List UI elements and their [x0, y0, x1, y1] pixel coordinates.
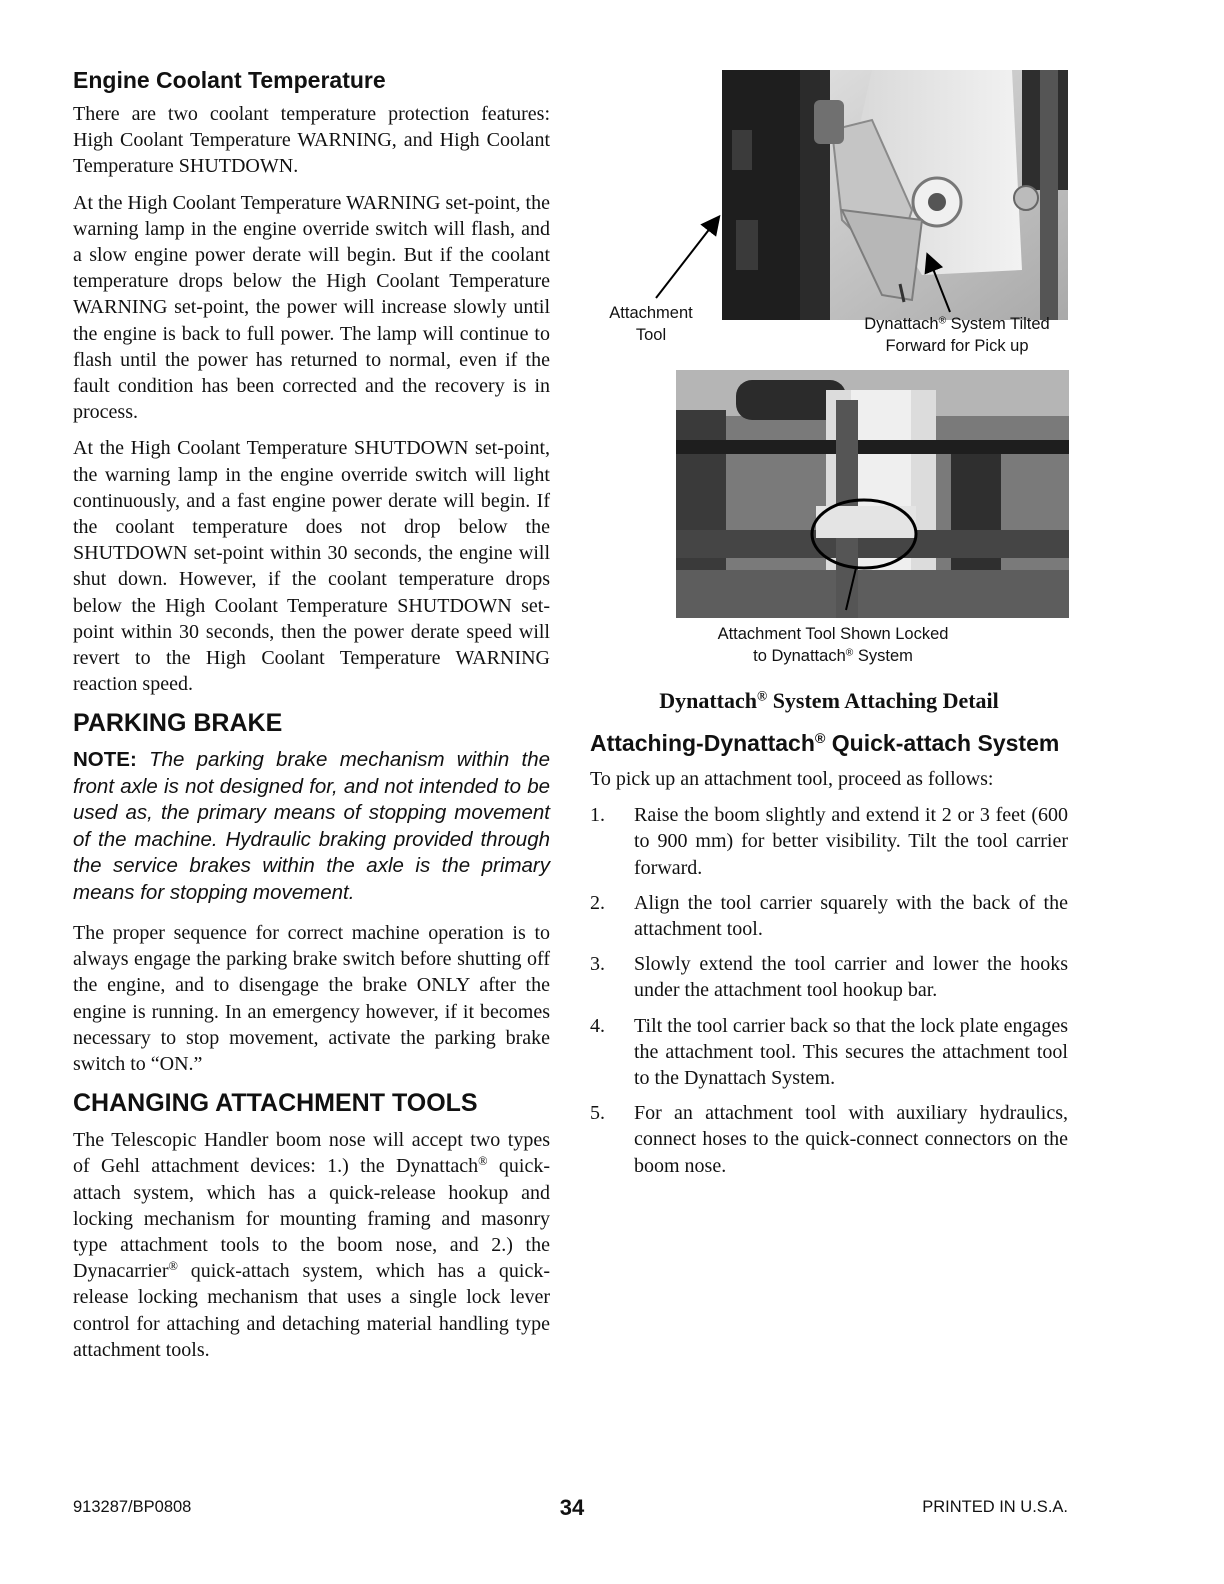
note-label: NOTE: [73, 748, 137, 772]
changing-tools-paragraph [73, 1127, 550, 1363]
callout-locked-line1: Attachment Tool Shown Locked [717, 625, 949, 643]
registered-mark: ® [845, 647, 854, 659]
changing-text-a: The Telescopic Handler boom nose will accept two types of Gehl attachment devices: 1.) the Dynattach [73, 1129, 550, 1178]
parking-brake-heading: PARKING BRAKE [73, 709, 283, 738]
step-text: Align the tool carrier squarely with the back of the attachment tool. [634, 891, 1068, 941]
step-item [590, 890, 1068, 942]
step-item [590, 802, 1068, 881]
callout-dynattach-tilted-line1: Dynattach® System Tilted [864, 315, 1050, 333]
coolant-heading: Engine Coolant Temperature [73, 67, 386, 93]
changing-text-b: quick-attach system, which has a quick-release hookup and locking mechanism for mounting framing and masonry type attachment tools to the boom nose, and 2.) the Dynacarrier [73, 1155, 550, 1283]
step-number: 5. [590, 1102, 605, 1125]
attaching-heading: Attaching-Dynattach® Quick-attach System [590, 730, 1060, 756]
registered-mark: ® [757, 688, 768, 704]
registered-mark: ® [814, 731, 826, 748]
callout-attachment-tool-line1: Attachment [609, 304, 693, 322]
figure-caption: Dynattach® System Attaching Detail [659, 688, 999, 713]
changing-tools-heading: CHANGING ATTACHMENT TOOLS [73, 1089, 478, 1118]
parking-brake-paragraph: The proper sequence for correct machine operation is to always engage the parking brake switch before shutting off the engine, and to disengage the brake ONLY after the engine is running. In an emergency however, if it becomes necessary to stop movement, activate the parking brake switch to “ON.” [73, 921, 550, 1075]
footer-printed: PRINTED IN U.S.A. [922, 1498, 1068, 1516]
callout-locked-line2: to Dynattach® System [753, 647, 913, 665]
step-text: Raise the boom slightly and extend it 2 or 3 feet (600 to 900 mm) for better visibility. Tilt the tool carrier forward. [634, 804, 1068, 879]
callout-attachment-tool-line2: Tool [635, 326, 667, 344]
changing-text-c: quick-attach system, which has a quick-release locking mechanism that uses a single lock lever control for attaching and detaching material handling type attachment tools. [73, 1260, 550, 1361]
arrow-attachment-tool [656, 218, 718, 298]
callout-locked [698, 623, 968, 667]
attaching-intro: To pick up an attachment tool, proceed as follows: [590, 768, 994, 790]
right-column [590, 729, 1068, 1188]
step-text: Slowly extend the tool carrier and lower the hooks under the attachment tool hookup bar. [634, 953, 1068, 1002]
note-text: The parking brake mechanism within the front axle is not designed for, and not intended to be used as, the primary means of stopping movement of the machine. Hydraulic braking provided through the service brakes within the axle is the primary means for stopping movement. [73, 748, 550, 904]
callout-dynattach-tilted-line2: Forward for Pick up [885, 337, 1029, 355]
step-item [590, 951, 1068, 1003]
attaching-steps [590, 802, 1068, 1179]
step-item [590, 1013, 1068, 1092]
footer-doc-number: 913287/BP0808 [73, 1498, 192, 1516]
registered-mark: ® [938, 315, 947, 327]
parking-brake-note [73, 747, 550, 905]
registered-mark: ® [168, 1259, 178, 1274]
coolant-paragraph-1: There are two coolant temperature protection features: High Coolant Temperature WARNING, and High Coolant Temperature SHUTDOWN. [73, 103, 550, 178]
step-number: 3. [590, 953, 605, 976]
step-item [590, 1100, 1068, 1179]
coolant-paragraph-3: At the High Coolant Temperature SHUTDOWN set-point, the warning lamp in the engine override switch will light continuously, and a fast engine power derate will begin. If the coolant temperature does not drop below the SHUTDOWN set-point within 30 seconds, the engine will shut down. However, if the coolant temperature drops below the High Coolant Temperature SHUTDOWN set-point within 30 seconds, then the power derate speed will revert to the High Coolant Temperature WARNING reaction speed. [73, 437, 550, 696]
registered-mark: ® [478, 1154, 488, 1169]
step-text: For an attachment tool with auxiliary hydraulics, connect hoses to the quick-connect connectors on the boom nose. [634, 1102, 1068, 1177]
footer-page-number: 34 [559, 1495, 585, 1520]
callout-dynattach-tilted [842, 313, 1072, 357]
step-number: 4. [590, 1014, 605, 1037]
step-number: 2. [590, 891, 605, 914]
step-number: 1. [590, 804, 605, 827]
callout-attachment-tool [598, 302, 704, 346]
step-text: Tilt the tool carrier back so that the lock plate engages the attachment tool. This secures the attachment tool to the Dynattach System. [634, 1014, 1068, 1090]
coolant-paragraph-2: At the High Coolant Temperature WARNING set-point, the warning lamp in the engine override switch will flash, and a slow engine power derate will begin. But if the coolant temperature drops below the High Coolant Temperature WARNING set-point, the power will increase slowly until the engine is back to full power. The lamp will continue to flash until the power has returned to normal, even if the fault condition has been corrected and the recovery is in process. [73, 191, 550, 424]
arrow-dynattach-tilted [928, 256, 950, 312]
